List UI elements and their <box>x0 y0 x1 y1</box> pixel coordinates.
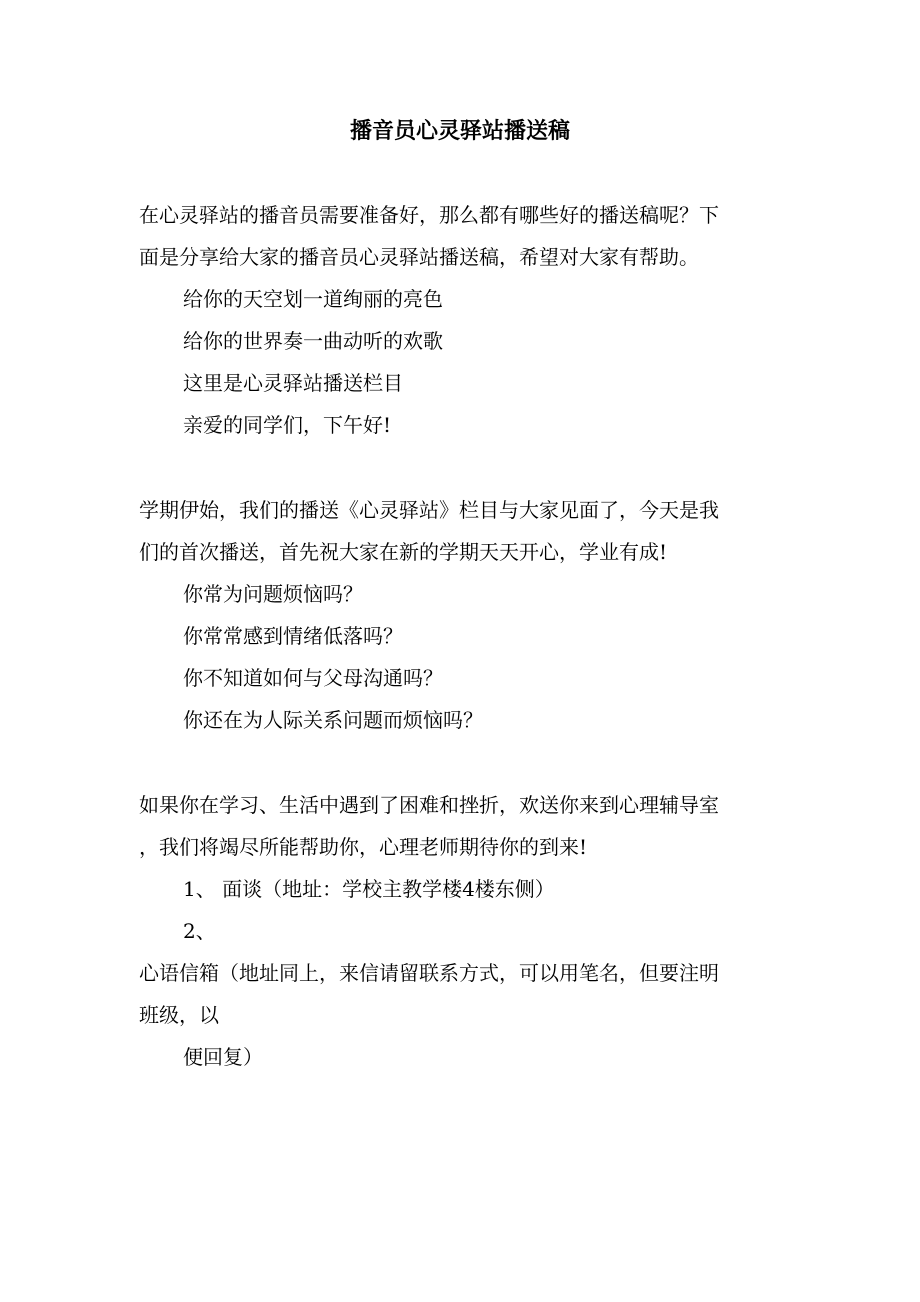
paragraph-line: 如果你在学习、生活中遇到了困难和挫折，欢送你来到心理辅导室 <box>139 793 719 817</box>
paragraph-line: ，我们将竭尽所能帮助你，心理老师期待你的到来! <box>139 835 588 859</box>
document-title: 播音员心灵驿站播送稿 <box>349 119 570 144</box>
paragraph-line: 你常为问题烦恼吗？ <box>183 582 363 606</box>
paragraph-line: 你常常感到情绪低落吗？ <box>183 624 403 648</box>
paragraph-line: 在心灵驿站的播音员需要准备好，那么都有哪些好的播送稿呢？下 <box>139 203 719 227</box>
paragraph-line: 给你的天空划一道绚丽的亮色 <box>183 287 443 311</box>
paragraph-line: 这里是心灵驿站播送栏目 <box>183 371 403 395</box>
paragraph-line: 你还在为人际关系问题而烦恼吗？ <box>183 708 483 732</box>
paragraph-line: 面是分享给大家的播音员心灵驿站播送稿，希望对大家有帮助。 <box>139 245 699 269</box>
list-item: 2、 <box>183 919 216 943</box>
list-item: 1、 面谈（地址：学校主教学楼4楼东侧） <box>183 877 555 901</box>
paragraph-line: 你不知道如何与父母沟通吗？ <box>183 666 443 690</box>
paragraph-line: 学期伊始，我们的播送《心灵驿站》栏目与大家见面了，今天是我 <box>139 498 719 522</box>
paragraph-line: 们的首次播送，首先祝大家在新的学期天天开心，学业有成! <box>139 540 668 564</box>
paragraph-line: 班级，以 <box>139 1003 219 1027</box>
paragraph-line: 便回复） <box>183 1045 263 1069</box>
paragraph-line: 给你的世界奏一曲动听的欢歌 <box>183 329 443 353</box>
paragraph-line: 心语信箱（地址同上，来信请留联系方式，可以用笔名，但要注明 <box>139 961 719 985</box>
paragraph-line: 亲爱的同学们，下午好! <box>183 413 392 437</box>
